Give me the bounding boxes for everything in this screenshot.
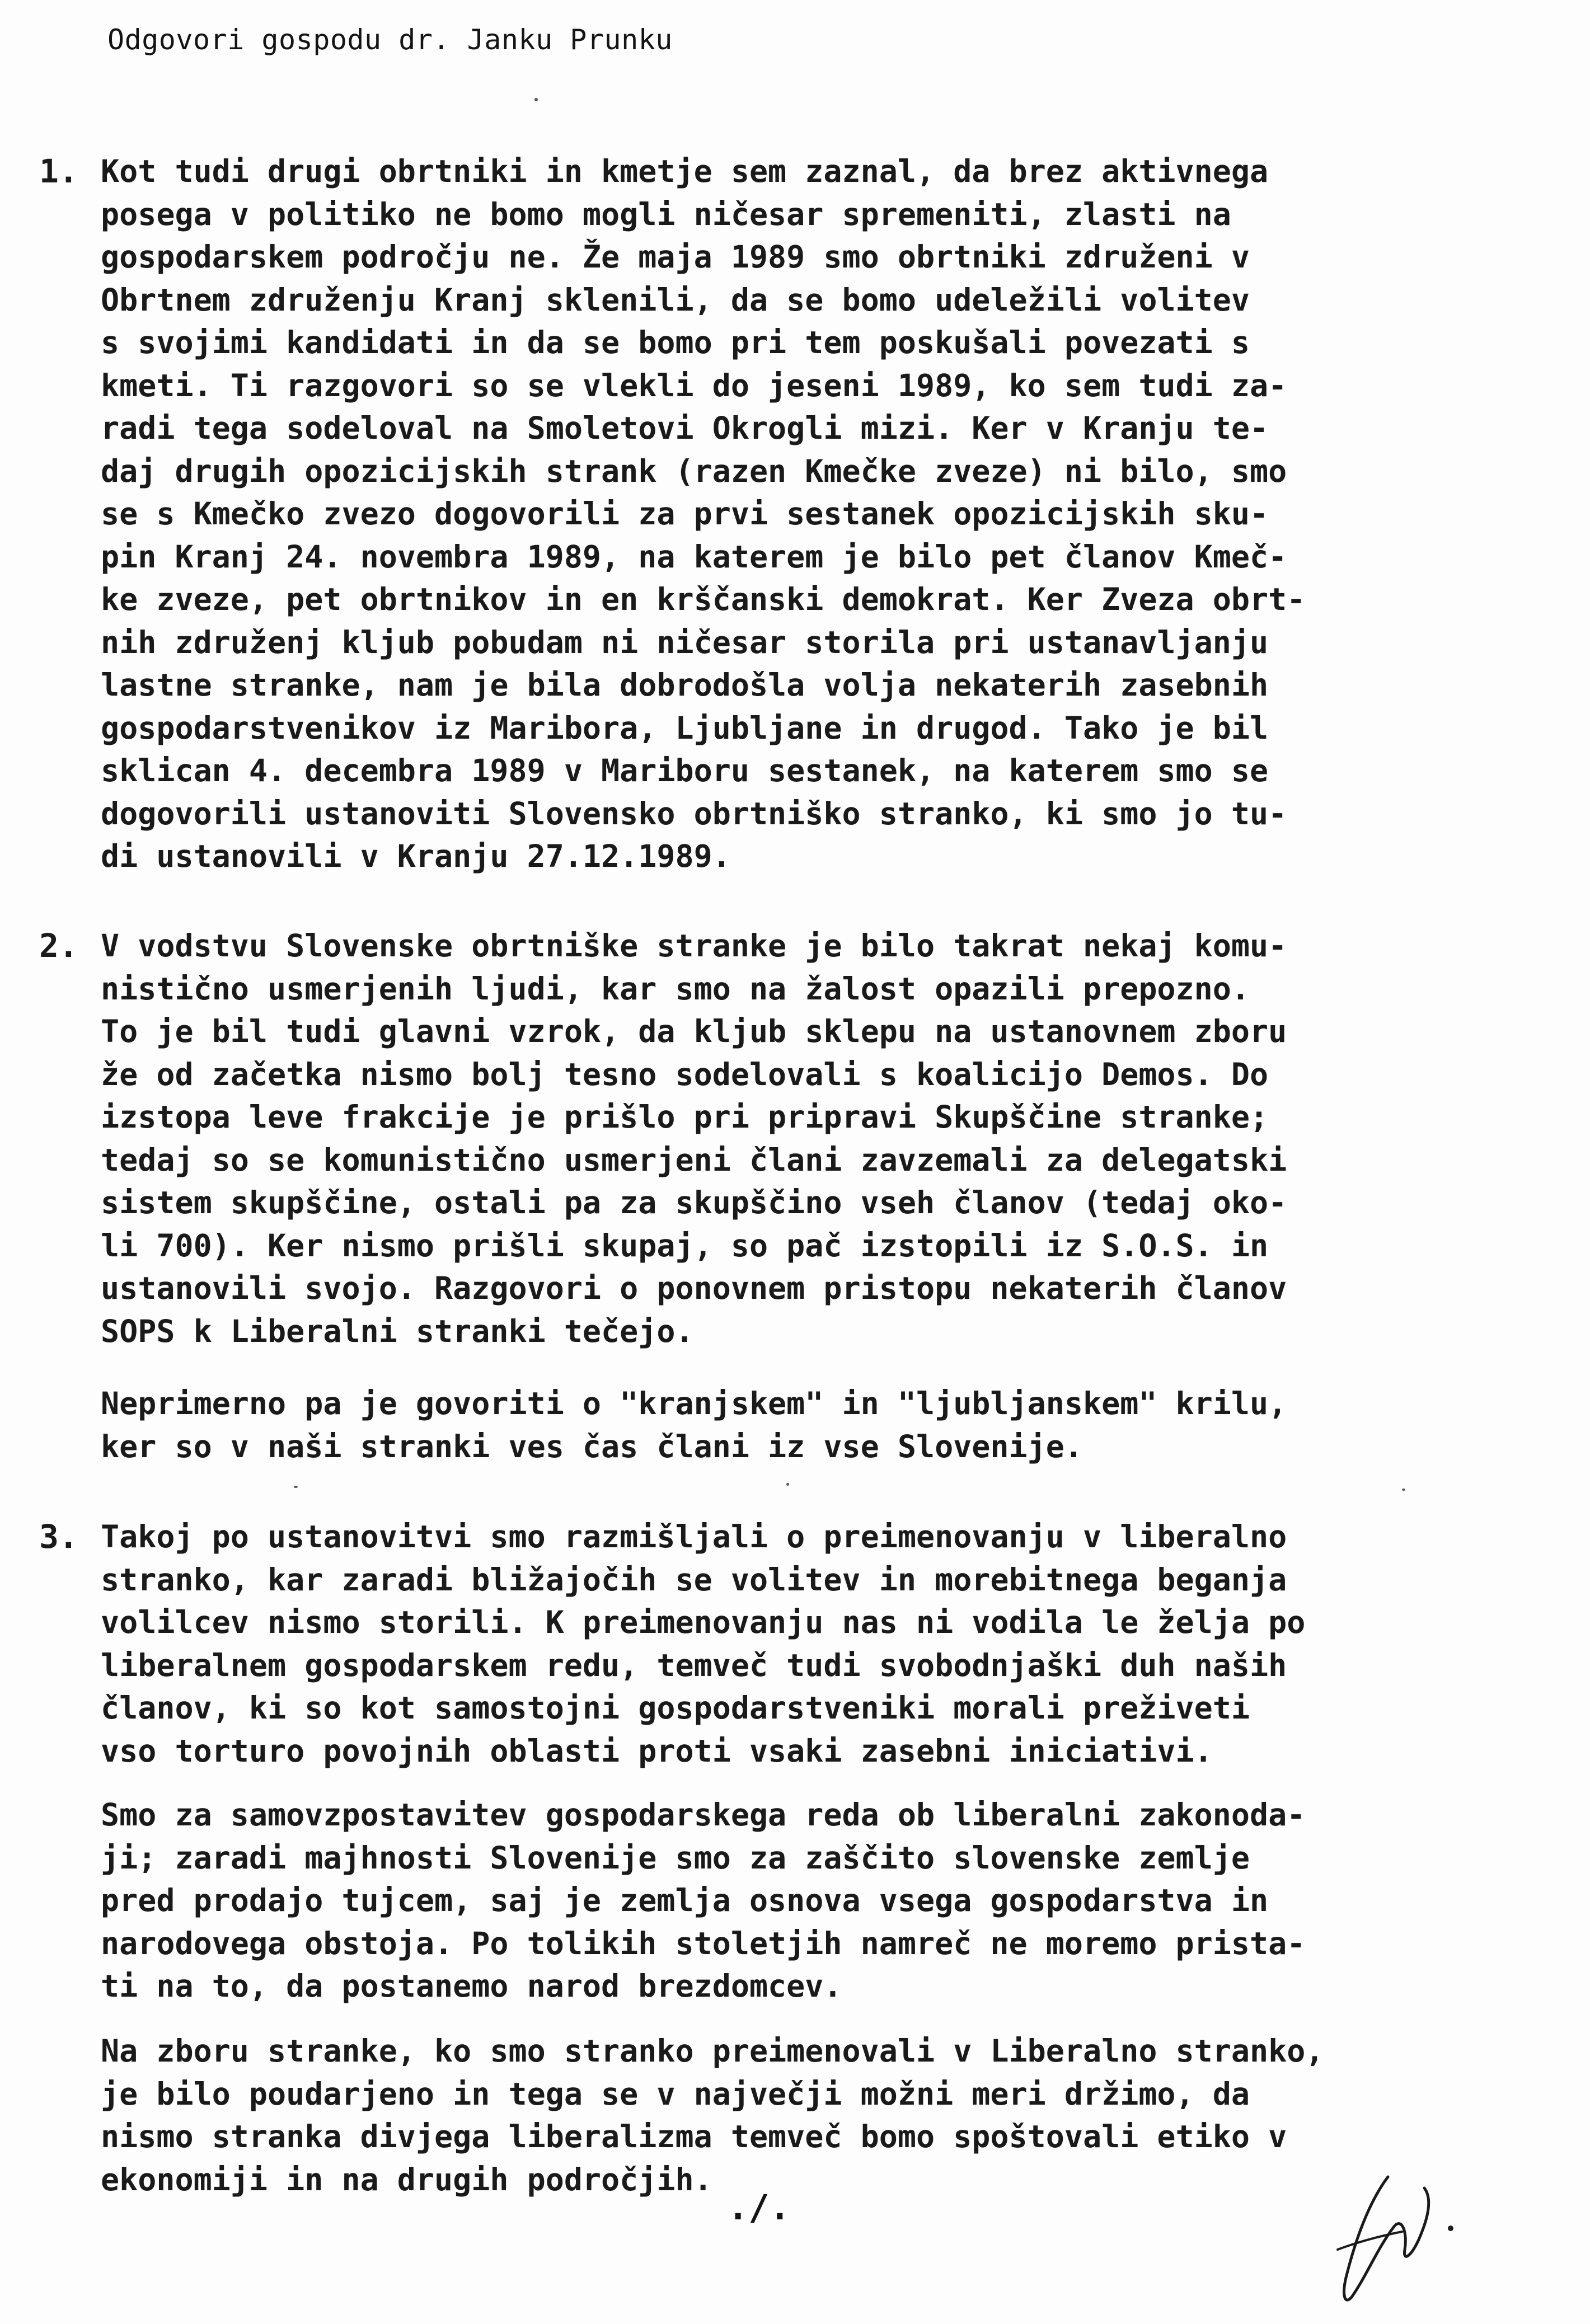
text-line: narodovega obstoja. Po tolikih stoletjih namreč ne moremo prista-	[101, 1925, 1306, 1961]
text-line: gospodarstvenikov iz Maribora, Ljubljane in drugod. Tako je bil	[101, 710, 1269, 746]
text-line: pred prodajo tujcem, saj je zemlja osnova vsega gospodarstva in	[101, 1882, 1269, 1918]
continuation-mark: ./.	[728, 2187, 790, 2228]
text-line: lastne stranke, nam je bila dobrodošla volja nekaterih zasebnih	[101, 667, 1269, 703]
text-line: posega v politiko ne bomo mogli ničesar spremeniti, zlasti na	[101, 196, 1231, 232]
text-line: sklican 4. decembra 1989 v Mariboru sestanek, na katerem smo se	[101, 753, 1269, 788]
handwritten-signature	[1304, 2166, 1483, 2311]
text-line: ti na to, da postanemo narod brezdomcev.	[101, 1968, 842, 2004]
paragraph-2	[101, 924, 1533, 1353]
text-line: Neprimerno pa je govoriti o "kranjskem" in "ljubljanskem" krilu,	[101, 1386, 1287, 1421]
text-line: di ustanovili v Kranju 27.12.1989.	[101, 838, 731, 874]
text-line: stranko, kar zaradi bližajočih se volitev in morebitnega beganja	[101, 1561, 1287, 1598]
scan-speck	[534, 98, 538, 101]
text-line: ker so v naši stranki ves čas člani iz vse Slovenije.	[101, 1428, 1083, 1464]
text-line: gospodarskem področju ne. Že maja 1989 smo obrtniki združeni v	[101, 239, 1250, 275]
document-title: Odgovori gospodu dr. Janku Prunku	[107, 24, 673, 56]
text-line: sistem skupščine, ostali pa za skupščino vseh članov (tedaj oko-	[101, 1185, 1287, 1220]
paragraph-number: 2.	[39, 927, 78, 965]
text-line: ji; zaradi majhnosti Slovenije smo za zaščito slovenske zemlje	[101, 1839, 1250, 1876]
text-line: je bilo poudarjeno in tega se v največji možni meri držimo, da	[101, 2076, 1250, 2112]
text-line: SOPS k Liberalni stranki tečejo.	[101, 1313, 694, 1349]
text-line: li 700). Ker nismo prišli skupaj, so pač izstopili iz S.O.S. in	[101, 1227, 1269, 1264]
text-line: Obrtnem združenju Kranj sklenili, da se bomo udeležili volitev	[101, 281, 1250, 318]
paragraph-3	[101, 1515, 1533, 1772]
text-line: ekonomiji in na drugih področjih.	[101, 2161, 712, 2198]
text-line: tedaj so se komunistično usmerjeni člani zavzemali za delegatski	[101, 1142, 1287, 1178]
text-line: izstopa leve frakcije je prišlo pri pripravi Skupščine stranke;	[101, 1099, 1269, 1135]
text-line: Kot tudi drugi obrtniki in kmetje sem zaznal, da brez aktivnega	[101, 153, 1269, 189]
paragraph-3-continuation	[101, 1794, 1533, 2008]
text-line: ke zveze, pet obrtnikov in en krščanski demokrat. Ker Zveza obrt-	[101, 581, 1306, 617]
text-line: Takoj po ustanovitvi smo razmišljali o preimenovanju v liberalno	[101, 1519, 1287, 1555]
text-line: nistično usmerjenih ljudi, kar smo na žalost opazili prepozno.	[101, 970, 1250, 1007]
text-line: Smo za samovzpostavitev gospodarskega reda ob liberalni zakonoda-	[101, 1797, 1306, 1833]
paragraph-2-continuation	[101, 1382, 1533, 1468]
text-line: Na zboru stranke, ko smo stranko preimenovali v Liberalno stranko,	[101, 2033, 1324, 2069]
text-line: kmeti. Ti razgovori so se vlekli do jeseni 1989, ko sem tudi za-	[101, 367, 1287, 403]
text-line: liberalnem gospodarskem redu, temveč tudi svobodnjaški duh naših	[101, 1647, 1287, 1683]
paragraph-1	[101, 150, 1533, 878]
text-line: se s Kmečko zvezo dogovorili za prvi sestanek opozicijskih sku-	[101, 496, 1269, 532]
paragraph-number: 1.	[39, 152, 78, 190]
text-line: ustanovili svojo. Razgovori o ponovnem pristopu nekaterih članov	[101, 1270, 1287, 1306]
text-line: dogovorili ustanoviti Slovensko obrtniško stranko, ki smo jo tu-	[101, 795, 1287, 832]
text-line: s svojimi kandidati in da se bomo pri tem poskušali povezati s	[101, 325, 1250, 360]
scan-speck	[1402, 1489, 1405, 1491]
text-line: pin Kranj 24. novembra 1989, na katerem je bilo pet članov Kmeč-	[101, 538, 1287, 575]
text-line: volilcev nismo storili. K preimenovanju nas ni vodila le želja po	[101, 1604, 1306, 1640]
scan-speck	[294, 1486, 298, 1488]
text-line: nismo stranka divjega liberalizma temveč bomo spoštovali etiko v	[101, 2119, 1287, 2154]
text-line: nih združenj kljub pobudam ni ničesar storila pri ustanavljanju	[101, 624, 1269, 660]
text-line: vso torturo povojnih oblasti proti vsaki zasebni iniciativi.	[101, 1733, 1213, 1769]
text-line: radi tega sodeloval na Smoletovi Okrogli mizi. Ker v Kranju te-	[101, 410, 1269, 446]
text-line: članov, ki so kot samostojni gospodarstveniki morali preživeti	[101, 1690, 1250, 1726]
text-line: daj drugih opozicijskih strank (razen Kmečke zveze) ni bilo, smo	[101, 453, 1287, 489]
text-line: V vodstvu Slovenske obrtniške stranke je bilo takrat nekaj komu-	[101, 928, 1287, 964]
paragraph-number: 3.	[39, 1518, 78, 1556]
text-line: že od začetka nismo bolj tesno sodelovali s koalicijo Demos. Do	[101, 1056, 1269, 1092]
scan-speck	[786, 1483, 789, 1486]
text-line: To je bil tudi glavni vzrok, da kljub sklepu na ustanovnem zboru	[101, 1013, 1287, 1049]
